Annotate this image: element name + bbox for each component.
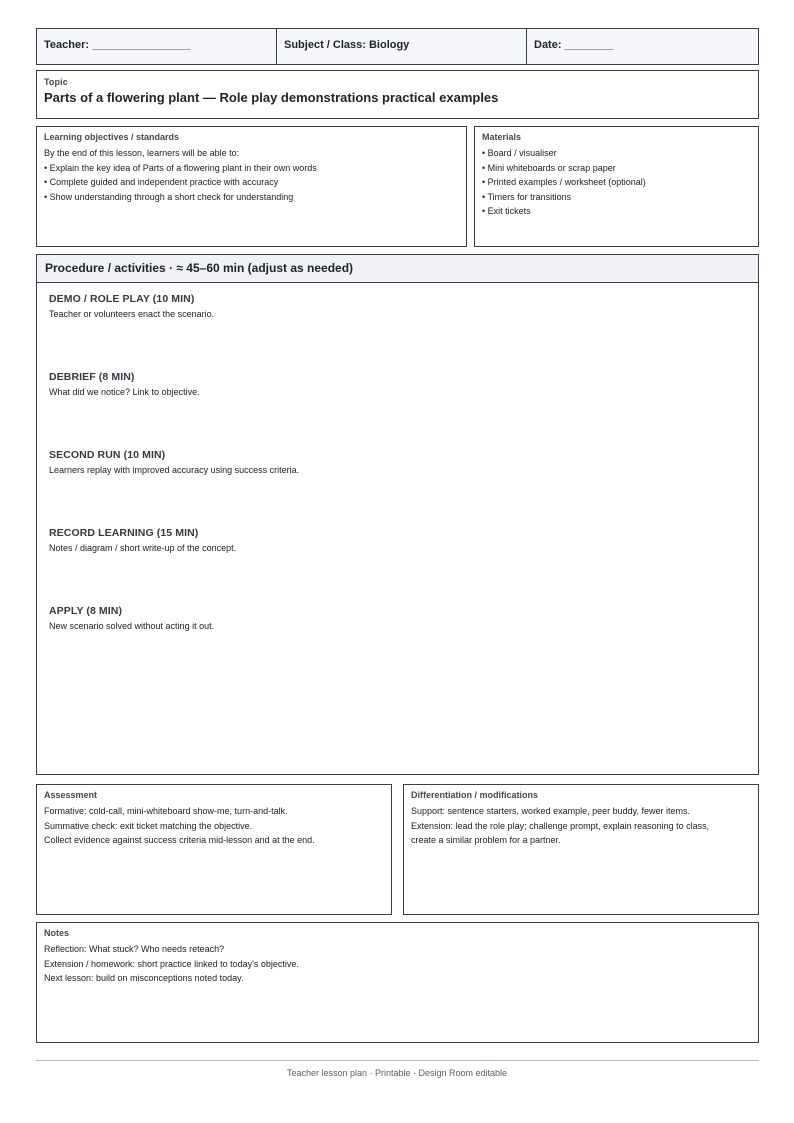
objectives-list	[44, 146, 459, 204]
differentiation-list	[411, 804, 751, 848]
objectives-line: • Complete guided and independent practice with accuracy	[44, 177, 279, 187]
notes-title: Notes	[44, 928, 70, 938]
assessment-list	[44, 804, 384, 848]
learning-objectives-section	[36, 126, 467, 247]
procedure-step	[49, 527, 236, 553]
objectives-title: Learning objectives / standards	[44, 132, 180, 142]
step-description: New scenario solved without acting it out.	[49, 621, 215, 631]
materials-list	[482, 146, 751, 219]
step-description: Notes / diagram / short write-up of the concept.	[49, 543, 237, 553]
differentiation-section	[403, 784, 759, 915]
materials-item: • Timers for transitions	[482, 191, 572, 202]
differentiation-title: Differentiation / modifications	[411, 790, 539, 800]
objectives-line: • Explain the key idea of Parts of a flowering plant in their own words	[44, 162, 317, 173]
assessment-line: Summative check: exit ticket matching the objective.	[44, 820, 253, 831]
topic-section	[36, 70, 759, 119]
subject-class-field	[276, 28, 527, 65]
step-title: DEBRIEF (8 MIN)	[49, 371, 135, 383]
objectives-line: By the end of this lesson, learners will be able to:	[44, 148, 240, 158]
procedure-step	[49, 449, 299, 475]
subject-class-label: Subject / Class: Biology	[284, 39, 410, 51]
assessment-title: Assessment	[44, 790, 98, 800]
footer-divider	[36, 1060, 759, 1061]
materials-title: Materials	[482, 132, 522, 142]
assessment-section	[36, 784, 392, 915]
topic-title: Parts of a flowering plant — Role play demonstrations practical examples	[44, 90, 499, 105]
assessment-line: Formative: cold-call, mini-whiteboard show-me, turn-and-talk.	[44, 806, 288, 816]
materials-item: • Mini whiteboards or scrap paper	[482, 162, 616, 173]
teacher-field	[36, 28, 277, 65]
materials-item: • Printed examples / worksheet (optional)	[482, 177, 646, 187]
notes-line: Reflection: What stuck? Who needs reteach?	[44, 944, 225, 954]
differentiation-line: Support: sentence starters, worked example, peer buddy, fewer items.	[411, 806, 690, 816]
date-field	[526, 28, 759, 65]
differentiation-line: create a similar problem for a partner.	[411, 835, 561, 845]
materials-item: • Board / visualiser	[482, 148, 557, 158]
procedure-step	[49, 605, 214, 631]
footer-text: Teacher lesson plan · Printable · Design Room editable	[286, 1068, 508, 1078]
procedure-step	[49, 371, 200, 397]
topic-label: Topic	[44, 77, 68, 87]
materials-item: • Exit tickets	[482, 206, 531, 216]
step-title: APPLY (8 MIN)	[49, 605, 123, 617]
differentiation-line: Extension: lead the role play; challenge prompt, explain reasoning to class,	[411, 820, 710, 831]
assessment-line: Collect evidence against success criteria mid-lesson and at the end.	[44, 835, 315, 845]
procedure-step	[49, 293, 214, 319]
step-description: Learners replay with improved accuracy using success criteria.	[49, 465, 300, 475]
date-label: Date: ________	[534, 39, 614, 51]
step-title: DEMO / ROLE PLAY (10 MIN)	[49, 293, 195, 305]
step-description: What did we notice? Link to objective.	[49, 387, 200, 397]
notes-line: Next lesson: build on misconceptions noted today.	[44, 973, 244, 983]
procedure-section	[36, 254, 759, 775]
teacher-label: Teacher: ________________	[44, 39, 190, 51]
notes-line: Extension / homework: short practice linked to today's objective.	[44, 958, 299, 969]
notes-list	[44, 942, 751, 986]
notes-section	[36, 922, 759, 1043]
step-title: RECORD LEARNING (15 MIN)	[49, 527, 199, 539]
procedure-heading: Procedure / activities · ≈ 45–60 min (adjust as needed)	[37, 255, 758, 283]
objectives-line: • Show understanding through a short check for understanding	[44, 191, 294, 202]
materials-section	[474, 126, 759, 247]
step-title: SECOND RUN (10 MIN)	[49, 449, 166, 461]
step-description: Teacher or volunteers enact the scenario.	[49, 309, 215, 319]
